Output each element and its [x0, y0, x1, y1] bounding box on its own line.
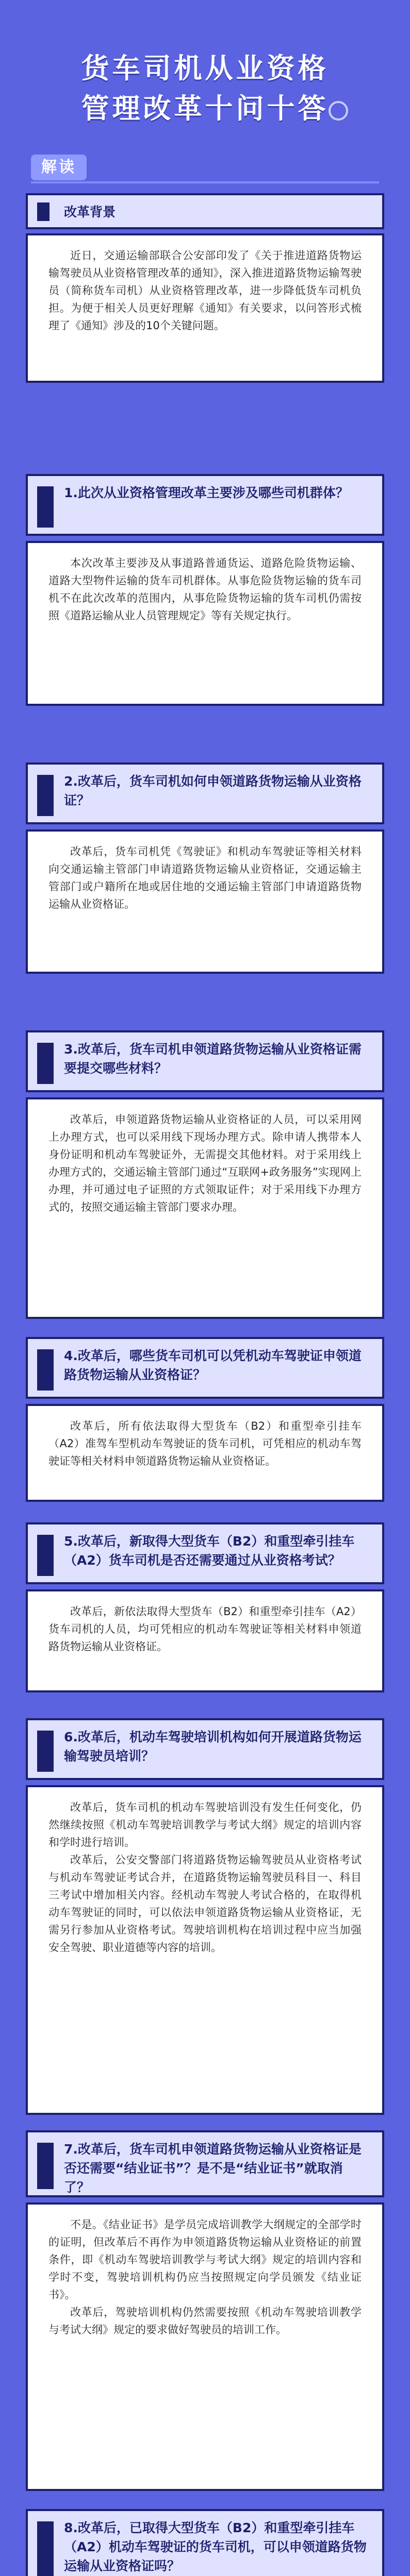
- question-title: 8.改革后，已取得大型货车（B2）和重型牵引挂车（A2）机动车驾驶证的货车司机，可以申领道路货物运输从业资格证吗？: [64, 2520, 367, 2573]
- question-marker-icon: [37, 1731, 54, 1772]
- question-title: 3.改革后，货车司机申领道路货物运输从业资格证需要提交哪些材料？: [64, 1042, 362, 1076]
- main-title-line-2: 管理改革十问十答: [81, 92, 329, 125]
- question-marker-icon: [37, 486, 54, 528]
- question-marker-icon: [37, 1349, 54, 1391]
- divider: [31, 181, 379, 183]
- question-title: 改革背景: [64, 205, 116, 219]
- main-title-line-1: 货车司机从业资格: [81, 52, 329, 84]
- answer-box: [26, 1589, 384, 1692]
- answer-text: [28, 1591, 382, 1666]
- question-title: 1.此次从业资格管理改革主要涉及哪些司机群体？: [64, 485, 349, 500]
- answer-box: [26, 2202, 384, 2491]
- answer-paragraph: 改革后，驾驶培训机构仍然需要按照《机动车驾驶培训教学与考试大纲》规定的要求做好驾驶员的培训工作。: [48, 2306, 362, 2336]
- answer-text: [28, 1787, 382, 1967]
- question-bar: [26, 1522, 384, 1584]
- answer-text: [28, 2205, 382, 2349]
- answer-paragraph: 近日，交通运输部联合公安部印发了《关于推进道路货物运输驾驶员从业资格管理改革的通知》，深入推进道路货物运输驾驶员（简称货车司机）从业资格管理改革，进一步降低货车司机负担。为便于相关人员更好理解《通知》有关要求，以问答形式梳理了《通知》涉及的10个关键问题。: [48, 249, 362, 332]
- question-title: 4.改革后，哪些货车司机可以凭机动车驾驶证申领道路货物运输从业资格证？: [64, 1348, 362, 1382]
- answer-box: [26, 829, 384, 974]
- answer-paragraph: 改革后，申领道路货物运输从业资格证的人员，可以采用网上办理方式，也可以采用线下现场办理方式。除申请人携带本人身份证明和机动车驾驶证外，无需提交其他材料。对于采用线上办理方式的，交通运输主管部门通过“互联网+政务服务”实现网上办理，并可通过电子证照的方式领取证件；对于采用线下办理方式的，按照交通运输主管部门要求办理。: [48, 1113, 362, 1213]
- question-marker-icon: [37, 202, 50, 221]
- answer-paragraph: 不是。《结业证书》是学员完成培训教学大纲规定的全部学时的证明，但改革后不再作为申领道路货物运输从业资格证的前置条件，即《机动车驾驶培训教学与考试大纲》规定的培训内容和学时不变，驾驶培训机构仍应当按照规定向学员颁发《结业证书》。: [48, 2218, 362, 2301]
- answer-box: [26, 1097, 384, 1319]
- answer-text: [28, 1406, 382, 1480]
- answer-text: [28, 832, 382, 923]
- answer-box: [26, 1785, 384, 2115]
- answer-box: [26, 1404, 384, 1502]
- answer-text: [28, 235, 382, 345]
- question-bar: [26, 1030, 384, 1092]
- question-bar: [26, 2509, 384, 2576]
- circle-decoration-icon: [329, 101, 348, 121]
- question-marker-icon: [37, 1535, 54, 1576]
- answer-text: [28, 1099, 382, 1226]
- answer-paragraph: 改革后，货车司机凭《驾驶证》和机动车驾驶证等相关材料向交通运输主管部门申请道路货物运输从业资格证，交通运输主管部门或户籍所在地或居住地的交通运输主管部门申请道路货物运输从业资格证。: [48, 845, 362, 910]
- answer-paragraph: 改革后，新依法取得大型货车（B2）和重型牵引挂车（A2）货车司机的人员，均可凭相应的机动车驾驶证等相关材料申领道路货物运输从业资格证。: [48, 1605, 362, 1653]
- answer-paragraph: 改革后，所有依法取得大型货车（B2）和重型牵引挂车（A2）准驾车型机动车驾驶证的货车司机，可凭相应的机动车驾驶证等相关材料申领道路货物运输从业资格证。: [48, 1420, 362, 1467]
- question-marker-icon: [37, 2521, 54, 2576]
- question-bar: [26, 474, 384, 536]
- question-title: 6.改革后，机动车驾驶培训机构如何开展道路货物运输驾驶员培训？: [64, 1730, 362, 1764]
- question-title: 7.改革后，货车司机申领道路货物运输从业资格证是否还需要“结业证书”？是不是“结业证书”就取消了？: [64, 2142, 362, 2195]
- question-bar: [26, 762, 384, 824]
- answer-paragraph: 改革后，公安交警部门将道路货物运输驾驶员从业资格考试与机动车驾驶证考试合并，在道路货物运输驾驶员科目一、科目三考试中增加相关内容。经机动车驾驶人考试合格的，在取得机动车驾驶证的同时，可以依法申领道路货物运输从业资格证，无需另行参加从业资格考试。驾驶培训机构在培训过程中应当加强安全驾驶、职业道德等内容的培训。: [48, 1854, 362, 1954]
- question-marker-icon: [37, 775, 54, 816]
- question-title: 5.改革后，新取得大型货车（B2）和重型牵引挂车（A2）货车司机是否还需要通过从业资格考试？: [64, 1534, 355, 1568]
- answer-paragraph: 改革后，货车司机的机动车驾驶培训没有发生任何变化，仍然继续按照《机动车驾驶培训教学与考试大纲》规定的培训内容和学时进行培训。: [48, 1801, 362, 1849]
- answer-box: [26, 233, 384, 383]
- question-marker-icon: [37, 2143, 54, 2189]
- question-title: 2.改革后，货车司机如何申领道路货物运输从业资格证？: [64, 774, 362, 808]
- question-bar: [26, 1337, 384, 1399]
- answer-paragraph: 本次改革主要涉及从事道路普通货运、道路危险货物运输、道路大型物件运输的货车司机群体。从事危险货物运输的货车司机不在此次改革的范围内，从事危险货物运输的货车司机仍需按照《道路运输从业人员管理规定》等有关规定执行。: [48, 557, 362, 622]
- question-bar: [26, 1718, 384, 1780]
- header: [0, 0, 410, 155]
- question-bar: [26, 193, 384, 229]
- section-label: 解读: [31, 155, 87, 180]
- question-bar: [26, 2130, 384, 2197]
- answer-box: [26, 541, 384, 706]
- question-marker-icon: [37, 1043, 54, 1084]
- answer-text: [28, 543, 382, 635]
